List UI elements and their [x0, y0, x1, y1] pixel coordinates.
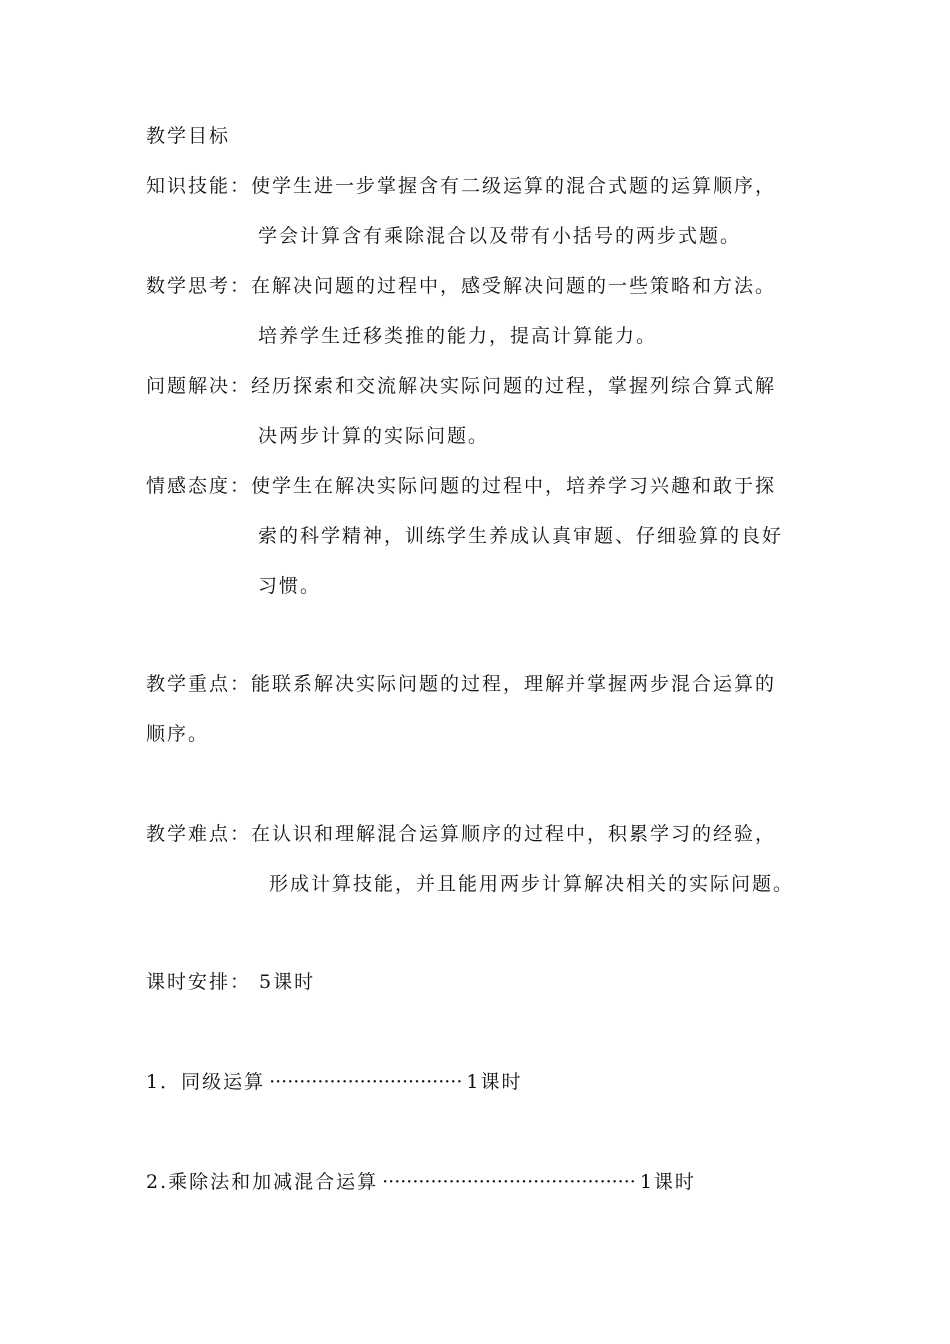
objective-problem-line-2: 决两步计算的实际问题。: [258, 425, 490, 447]
difficulty-line-2: 形成计算技能，并且能用两步计算解决相关的实际问题。: [269, 873, 795, 895]
toc-item-label: 2.乘除法和加减混合运算: [146, 1171, 379, 1193]
toc-item-label: 1．同级运算: [146, 1071, 266, 1093]
toc-item-leader: ································: [269, 1071, 463, 1093]
objective-attitude-line-3: 习惯。: [258, 575, 322, 597]
toc-item-1: [146, 1070, 616, 1094]
key-point-line-1: 教学重点：能联系解决实际问题的过程，理解并掌握两步混合运算的: [146, 673, 777, 695]
toc-item-hours: 1课时: [639, 1171, 696, 1193]
schedule-line: 课时安排： 5课时: [146, 971, 316, 993]
toc-item-2: [146, 1170, 816, 1194]
toc-item-leader: ··········································: [382, 1171, 636, 1193]
objective-thinking-line-1: 数学思考：在解决问题的过程中，感受解决问题的一些策略和方法。: [146, 275, 777, 297]
objective-attitude-line-1: 情感态度：使学生在解决实际问题的过程中，培养学习兴趣和敢于探: [146, 475, 777, 497]
toc-item-hours: 1课时: [466, 1071, 523, 1093]
objective-thinking-line-2: 培养学生迁移类推的能力，提高计算能力。: [258, 325, 658, 347]
objective-attitude-line-2: 索的科学精神，训练学生养成认真审题、仔细验算的良好: [258, 525, 784, 547]
objective-knowledge-line-2: 学会计算含有乘除混合以及带有小括号的两步式题。: [258, 225, 742, 247]
objective-knowledge-line-1: 知识技能：使学生进一步掌握含有二级运算的混合式题的运算顺序，: [146, 175, 777, 197]
objective-problem-line-1: 问题解决：经历探索和交流解决实际问题的过程，掌握列综合算式解: [146, 375, 777, 397]
difficulty-line-1: 教学难点：在认识和理解混合运算顺序的过程中，积累学习的经验，: [146, 823, 777, 845]
section-heading: 教学目标: [146, 125, 231, 147]
key-point-line-2: 顺序。: [146, 723, 210, 745]
